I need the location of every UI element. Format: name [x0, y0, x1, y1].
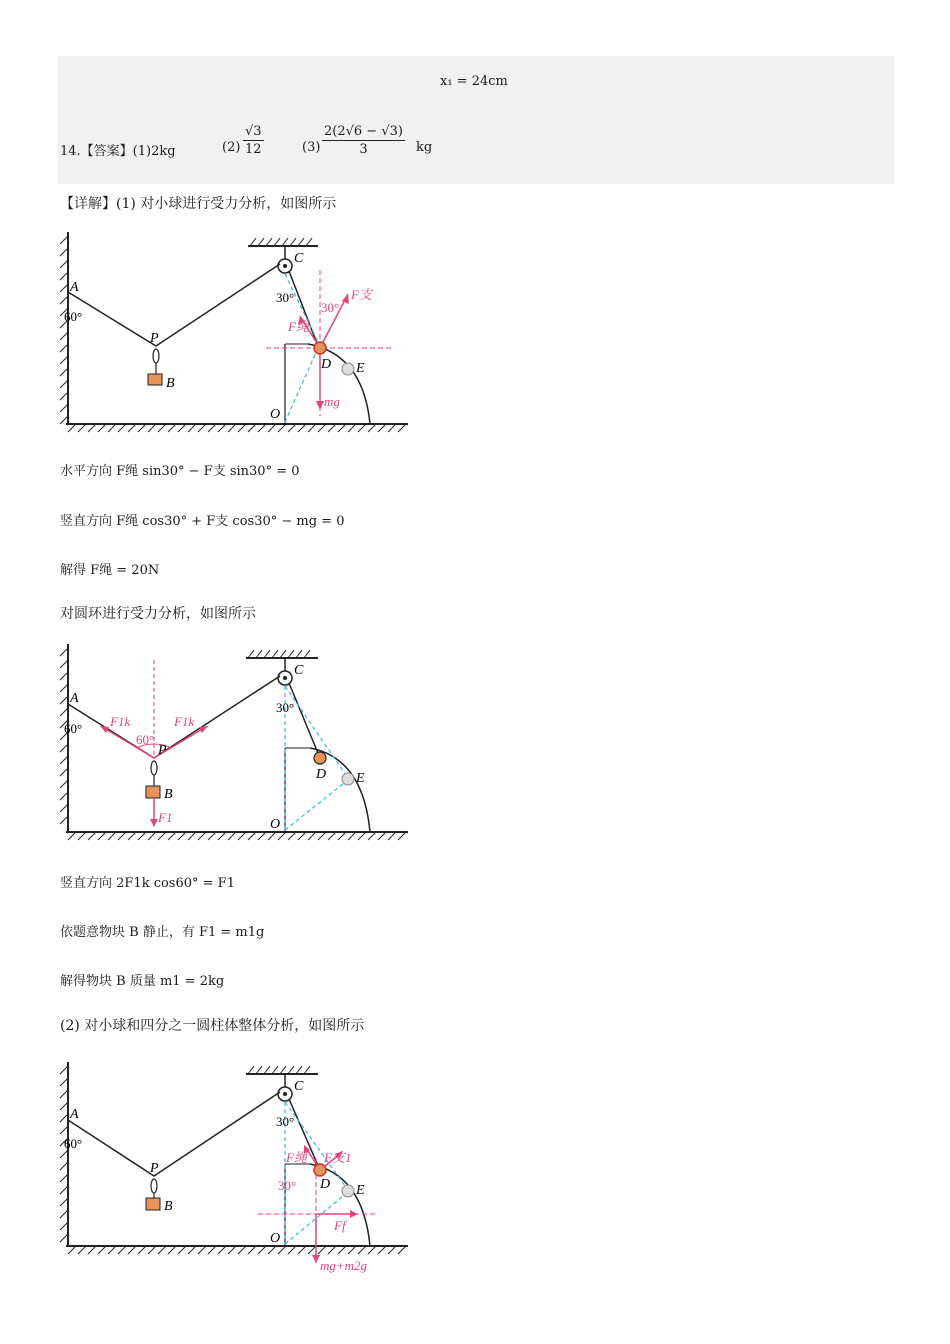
detail-ring-heading: 对圆环进行受力分析，如图所示	[60, 606, 256, 622]
force-right-head	[199, 726, 208, 733]
label-angle-force: 30°	[321, 300, 340, 315]
pulley-axle	[283, 264, 287, 268]
equation-block-static: 依题意物块 B 静止，有 F1 = m1g	[60, 925, 265, 940]
detail-part2-heading: (2) 对小球和四分之一圆柱体整体分析，如图所示	[60, 1018, 365, 1034]
label-f1k-left: F1k	[110, 714, 131, 729]
dashed-od	[285, 348, 318, 422]
label-e: E	[356, 1183, 365, 1198]
wall-hatch	[60, 648, 68, 824]
label-d: D	[320, 1177, 331, 1192]
ball-e	[342, 363, 354, 375]
label-f1k-right: F1k	[174, 714, 195, 729]
answer2-numerator: √3	[245, 124, 262, 139]
answer2-prefix: (2)	[222, 140, 241, 155]
string-apc	[68, 1092, 280, 1176]
pulley-axle	[283, 676, 287, 680]
ground-hatch	[68, 832, 406, 840]
label-d: D	[316, 767, 327, 782]
label-angle-p: 60°	[136, 732, 155, 747]
ground-hatch	[68, 1246, 406, 1254]
label-c: C	[294, 251, 304, 266]
label-angle-c: 30°	[276, 1114, 295, 1129]
ball-d	[314, 752, 326, 764]
label-f-support1: F支1	[324, 1150, 352, 1165]
diagram-system-forces	[58, 1058, 418, 1276]
label-angle-force: 30°	[278, 1178, 297, 1193]
pulley-axle	[283, 1092, 287, 1096]
force-gravity-head	[312, 1255, 320, 1263]
ceiling-hatch	[248, 1066, 310, 1074]
label-b: B	[166, 376, 175, 391]
label-c: C	[294, 1079, 304, 1094]
equation-horizontal: 水平方向 F绳 sin30° − F支 sin30° = 0	[60, 464, 300, 479]
ball-e	[342, 1185, 354, 1197]
force-friction-head	[350, 1210, 358, 1218]
force-gravity-head	[316, 401, 324, 410]
x1-equation: x₁ = 24cm	[440, 74, 508, 89]
label-p: P	[158, 743, 167, 758]
wall-hatch	[60, 1066, 68, 1242]
answer3-unit: kg	[416, 140, 433, 155]
label-p: P	[150, 331, 159, 346]
ring-p	[151, 761, 157, 775]
ring-p	[153, 349, 159, 363]
label-p: P	[150, 1161, 159, 1176]
label-ff: Ff	[334, 1218, 346, 1233]
dashed-ce	[285, 686, 348, 778]
equation-vertical-ring: 竖直方向 2F1k cos60° = F1	[60, 876, 235, 891]
answer3-numerator: 2(2√6 − √3)	[324, 124, 403, 139]
force-down-head	[150, 819, 158, 827]
label-c: C	[294, 663, 304, 678]
label-o: O	[270, 1231, 281, 1246]
string-apc	[68, 264, 280, 346]
equation-vertical: 竖直方向 F绳 cos30° + F支 cos30° − mg = 0	[60, 514, 345, 529]
label-d: D	[321, 357, 332, 372]
dashed-oe	[285, 780, 348, 830]
ring-p	[151, 1179, 157, 1193]
block-b	[146, 786, 160, 798]
answer3-fraction	[322, 124, 405, 157]
ceiling-hatch	[248, 650, 310, 658]
answer3-denominator: 3	[359, 142, 368, 157]
cylinder-arc	[308, 344, 370, 424]
diagram-ring-forces	[58, 640, 418, 845]
label-angle-c: 30°	[276, 700, 295, 715]
ball-d	[314, 342, 326, 354]
wall-hatch	[60, 236, 68, 424]
answer2-fraction	[243, 124, 264, 157]
dashed-cd	[285, 274, 320, 346]
string-cd	[289, 683, 320, 758]
label-a: A	[70, 691, 79, 706]
label-mg-total: mg+m2g	[320, 1258, 368, 1273]
label-o: O	[270, 407, 281, 422]
label-b: B	[164, 1199, 173, 1214]
answer3-prefix: (3)	[302, 140, 321, 155]
label-f-string: F绳	[286, 1150, 307, 1165]
label-a: A	[70, 280, 79, 295]
answer2-denominator: 12	[245, 142, 262, 157]
label-angle-a: 60°	[64, 721, 83, 736]
block-b	[148, 374, 162, 385]
string-cd	[289, 271, 318, 346]
label-e: E	[356, 771, 365, 786]
label-b: B	[164, 787, 173, 802]
label-f-string: F绳	[288, 319, 309, 334]
equation-block-mass: 解得物块 B 质量 m1 = 2kg	[60, 974, 225, 989]
label-f1: F1	[158, 810, 173, 825]
label-a: A	[70, 1107, 79, 1122]
equation-solve-string: 解得 F绳 = 20N	[60, 563, 160, 578]
label-e: E	[356, 361, 365, 376]
label-o: O	[270, 817, 281, 832]
force-left-head	[100, 726, 109, 733]
answer-q14-label: 14.【答案】(1)2kg	[60, 144, 176, 159]
ball-d	[314, 1164, 326, 1176]
block-b	[146, 1198, 160, 1210]
ground-hatch	[68, 424, 406, 432]
detail-part1-heading: 【详解】(1) 对小球进行受力分析，如图所示	[60, 196, 337, 212]
diagram-ball-forces	[58, 226, 418, 438]
label-f-support: F支	[351, 287, 372, 302]
label-angle-a: 60°	[64, 1136, 83, 1151]
label-angle-c: 30°	[276, 290, 295, 305]
ceiling-hatch	[250, 238, 312, 246]
ball-e	[342, 773, 354, 785]
label-mg: mg	[324, 394, 340, 409]
label-angle-a: 60°	[64, 309, 83, 324]
